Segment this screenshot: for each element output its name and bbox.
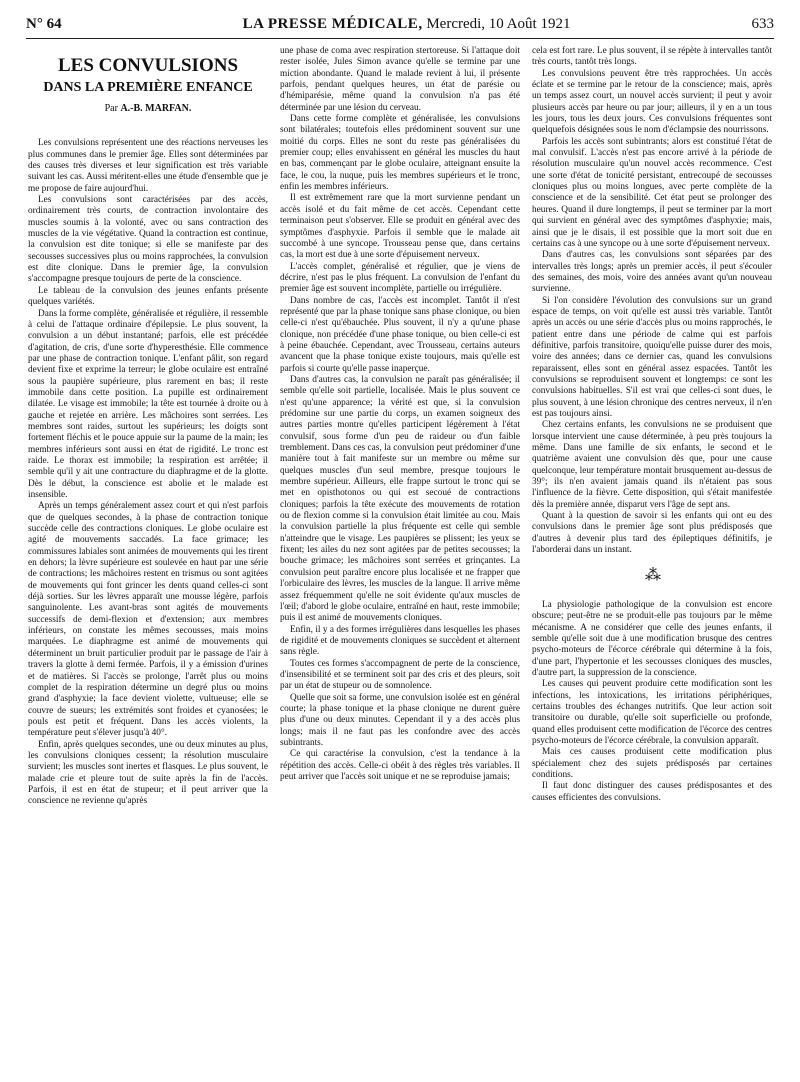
column-1 <box>28 46 268 1072</box>
paragraph: Dans d'autres cas, la convulsion ne paraît pas généralisée; il semble qu'elle soit partielle, localisée. Mais le plus souvent ce n'est qu'une apparence; la vérité est que, si la convulsion prédomine sur une partie du corps, un examen soigneux des autres parties montre qu'elles participent légèrement à l'état convulsif, sous forme d'un peu de raideur ou d'un faible tremblement. Dans ces cas, la convulsion peut prédominer d'une manière tout à fait manifeste sur un membre ou même sur quelques muscles d'un seul membre, presque toujours le membre supérieur. Ailleurs, elle frappe surtout le tronc qui se met en opisthotonos ou qui est secoué de contractions cloniques; parfois la tête exécute des mouvements de rotation ou de flexion comme si la convulsion était limitée au cou. Mais la convulsion partielle la plus fréquente est celle qui semble n'atteindre que le visage. Les paupières se plissent; les yeux se fixent; les ailes du nez sont agitées par de petites secousses; la bouche grimace; les mâchoires sont serrées et grinçantes. La convulsion peut paraître encore plus localisée et ne frapper que l'orbiculaire des lèvres, les muscles de la langue. Il arrive même assez fréquemment qu'elle ne soit évidente qu'aux muscles de l'œil; d'abord le globe oculaire, entraîné en haut, reste immobile; puis il est animé de mouvements cloniques. <box>280 374 520 624</box>
page-header <box>26 16 774 38</box>
issue-number: N° 64 <box>26 16 62 32</box>
column-3-body-part-2 <box>532 600 772 804</box>
paragraph: Dans cette forme complète et généralisée, les convulsions sont bilatérales; toutefois elles prédominent souvent sur une moitié du corps. Elles ne sont du reste pas généralisées du premier coup; elles envahissent en général les muscles du haut en bas, commençant par le globe oculaire, atteignant ensuite la face, le cou, la nuque, puis les membres supérieurs et le tronc, enfin les membres inférieurs. <box>280 114 520 193</box>
paragraph: Quelle que soit sa forme, une convulsion isolée est en général courte; la phase tonique et la phase clonique ne durent guère plus d'une ou deux minutes. Cependant il y a des accès plus longs; mais il ne faut pas les confondre avec des accès subintrants. <box>280 692 520 748</box>
paragraph: cela est fort rare. Le plus souvent, il se répète à intervalles tantôt très courts, tantôt très longs. <box>532 46 772 68</box>
paragraph: Les convulsions peuvent être très rapprochées. Un accès éclate et se termine par le retour de la conscience; mais, après un temps assez court, un nouvel accès survient; il peut y avoir plusieurs accès par heure ou par jour; ailleurs, il y en a un tous les jours, tous les deux jours. Ces convulsions fréquentes sont quelquefois désignées sous le nom d'éclampsie des nourrissons. <box>532 68 772 136</box>
column-2-body <box>280 46 520 783</box>
article-subtitle: DANS LA PREMIÈRE ENFANCE <box>43 80 253 95</box>
paragraph: La physiologie pathologique de la convulsion est encore obscure; peut-être ne se produit-elle pas toujours par le même mécanisme. A ne considérer que celle des jeunes enfants, il semble qu'elle soit due à une modification brusque des centres psycho-moteurs de l'écorce cérébrale qui détermine à la fois, d'une part, l'hypertonie et les secousses cloniques des muscles, d'autre part, la suppression de la conscience. <box>532 599 772 678</box>
column-3 <box>532 46 772 1072</box>
author-name: A.-B. MARFAN. <box>120 103 192 114</box>
text-columns <box>28 46 772 1072</box>
paragraph: Les convulsions sont caractérisées par des accès, ordinairement très courts, de contraction involontaire des muscles soumis à la volonté, avec ou sans contraction des muscles de la vie végétative. Quand la contraction est continue, la convulsion est dite tonique; si elle se manifeste par des secousses successives plus ou moins rapprochées, la convulsion est dite clonique. Dans le premier âge, la convulsion s'accompagne presque toujours de perte de la conscience. <box>28 195 268 285</box>
paragraph: une phase de coma avec respiration stertoreuse. Si l'attaque doit rester isolée, Jules Simon avance qu'elle se termine par une miction abondante. Quand le malade revient à lui, il présente parfois, pendant quelques heures, un état de parésie ou d'hémiparésie, même quand la convulsion n'a pas été déterminée par une lésion du cerveau. <box>280 46 520 113</box>
paragraph: Les convulsions représentent une des réactions nerveuses les plus communes dans le premier âge. Elles sont déterminées par des causes très diverses et leur signification est très variable suivant les cas. Aussi méritent-elles une étude d'ensemble que je me propose de faire aujourd'hui. <box>28 138 268 194</box>
masthead <box>243 16 571 33</box>
paragraph: Mais ces causes produisent cette modification plus spécialement chez des sujets prédisposés par certaines conditions. <box>532 747 772 780</box>
author-prefix: Par <box>104 103 118 114</box>
paragraph: Quant à la question de savoir si les enfants qui ont eu des convulsions dans le premier âge sont plus prédisposés que d'autres à devenir plus tard des épileptiques définitifs, je l'aborderai dans un instant. <box>532 511 772 556</box>
header-rule <box>26 38 774 39</box>
column-3-body <box>532 46 772 556</box>
paragraph: Dans d'autres cas, les convulsions sont séparées par des intervalles très longs; après un premier accès, il peut s'écouler des semaines, des mois, voire des années avant qu'un nouveau survienne. <box>532 250 772 295</box>
paragraph: Si l'on considère l'évolution des convulsions sur un grand espace de temps, on voit qu'elle est aussi très variable. Tantôt après un accès ou une série d'accès plus ou moins rapprochés, le patient entre dans une période de calme qui est parfois définitive, parfois transitoire, quoiqu'elle puisse durer des mois, voire des années; dans ce dernier cas, quand les convulsions reparaissent, elles sont en général assez espacées. Tantôt les convulsions se reproduisent souvent et longtemps: ce sont les convulsions habituelles. S'il est vrai que celles-ci sont dues, le plus souvent, à une lésion chronique des centres nerveux, il n'en est pas toujours ainsi. <box>532 295 772 419</box>
paragraph: Toutes ces formes s'accompagnent de perte de la conscience, d'insensibilité et se terminent soit par des cris et des pleurs, soit par un état de stupeur ou de somnolence. <box>280 658 520 692</box>
column-2 <box>280 46 520 1072</box>
paragraph: Ce qui caractérise la convulsion, c'est la tendance à la répétition des accès. Celle-ci obéit à des règles très variables. Il peut arriver que l'accès soit unique et ne se reproduise jamais; <box>280 749 520 782</box>
article-title: LES CONVULSIONS <box>57 55 239 76</box>
paragraph: Dans la forme complète, généralisée et régulière, il ressemble à celui de l'attaque ordinaire d'épilepsie. Le plus souvent, la convulsion a un début instantané; parfois, elle est précédée d'agitation, de cris, d'une sorte d'hyperesthésie. Elle commence par une phase de contraction tonique. L'enfant pâlit, son regard devient fixe et exprime la terreur; le globe oculaire est entraîné sous la paupière supérieure, plus rarement en bas; il reste immobile dans cette position. La pupille est ordinairement dilatée. Le visage est immobile; la tête est tournée à droite ou à gauche et rejetée en arrière. Les mâchoires sont serrées. Les membres sont raides, surtout les supérieurs; les doigts sont fortement fléchis et le pouce appuie sur la paume de la main; les membres inférieurs sont aussi en état de rigidité. Le tronc est raide. Le thorax est immobile; la respiration est arrêtée; il semble qu'il y ait une contracture du diaphragme et de la glotte. Dès le début, la conscience est abolie et le malade est insensible. <box>28 308 268 500</box>
paragraph: Après un temps généralement assez court et qui n'est parfois que de quelques secondes, à la phase de contraction tonique succède celle des contractions cloniques. Le globe oculaire est agité de mouvements saccadés. La face grimace; les commissures labiales sont animées de mouvements qui les tirent en dehors; la lèvre supérieure est soulevée en haut par une série de contractions; les mâchoires restent en trismus ou sont agitées de mouvements qui font grincer les dents quand celles-ci sont déjà sorties. Sur les lèvres apparaît une mousse légère, parfois sanguinolente. Les avant-bras sont agités de mouvements successifs de demi-flexion et d'extension; aux membres inférieurs, on constate les mêmes secousses, mais moins marquées. Le diaphragme est animé de mouvements qui déterminent un bruit particulier produit par le passage de l'air à travers la glotte à demi fermée. Parfois, il y a émission d'urines et de matières. Si l'accès se prolonge, l'arrêt plus ou moins complet de la respiration détermine un degré plus ou moins grand d'asphyxie; la face devient violette, vultueuse; elle se couvre de sueurs; les extrémités sont froides et cyanosées; le pouls est petit et fréquent. Dans les accès violents, la température peut s'élever jusqu'à 40°. <box>28 501 268 739</box>
paragraph: Dans nombre de cas, l'accès est incomplet. Tantôt il n'est représenté que par la phase tonique sans phase clonique, ou bien celle-ci n'est qu'ébauchée. Plus souvent, il n'y a qu'une phase clonique, non précédée d'une phase tonique, ou bien celle-ci est à peine ébauchée. Cependant, avec Trousseau, certains auteurs avancent que la phase tonique existe toujours, mais qu'elle est parfois si courte qu'elle passe inaperçue. <box>280 295 520 374</box>
paragraph: Il faut donc distinguer des causes prédisposantes et des causes efficientes des convulsions. <box>532 781 772 803</box>
issue-date: Mercredi, 10 Août 1921 <box>426 16 571 32</box>
paragraph: Il est extrêmement rare que la mort survienne pendant un accès isolé et du fait même de cet accès. Cependant cette terminaison peut s'observer. Elle se produit en général avec des symptômes d'asphyxie. Parfois il semble que le malade ait succombé à une syncope. Trousseau pense que, dans certains cas, la mort est due à une sorte d'épuisement nerveux. <box>280 193 520 261</box>
column-1-body <box>28 138 268 807</box>
article-author <box>28 103 268 114</box>
paragraph: L'accès complet, généralisé et régulier, que je viens de décrire, n'est pas le plus fréquent. La convulsion de l'enfant du premier âge est souvent incomplète, partielle ou irrégulière. <box>280 261 520 295</box>
paragraph: Les causes qui peuvent produire cette modification sont les infections, les intoxications, les irritations périphériques, certains troubles des échanges nutritifs. Que leur action soit transitoire ou durable, qu'elle soit superficielle ou profonde, quand elles produisent cette modification de l'écorce des centres psycho-moteurs de l'écorce cérébrale, la convulsion apparaît. <box>532 679 772 746</box>
paragraph: Le tableau de la convulsion des jeunes enfants présente quelques variétés. <box>28 285 268 308</box>
section-separator: ⁂ <box>645 567 659 585</box>
paragraph: Enfin, il y a des formes irrégulières dans lesquelles les phases de rigidité et de mouvements cloniques se succèdent et alternent sans règle. <box>280 624 520 658</box>
journal-name: LA PRESSE MÉDICALE, <box>242 16 423 32</box>
paragraph: Parfois les accès sont subintrants; alors est constitué l'état de mal convulsif. L'accès n'est pas encore arrivé à la période de résolution musculaire qu'un nouvel accès recommence. C'est une sorte d'état de tonicité persistant, entrecoupé de secousses cloniques plus ou moins longues, avec perte complète de la conscience et de la sensibilité. Cet état peut se prolonger des heures. Quand il dure longtemps, il peut se terminer par la mort qui survient en général avec des symptômes d'asphyxie; mais, ainsi que je le disais, il est possible que la mort soit due en certains cas à une syncope ou à une sorte d'épuisement nerveux. <box>532 136 772 249</box>
paragraph: Enfin, après quelques secondes, une ou deux minutes au plus, les convulsions cloniques cessent; la résolution musculaire survient; les muscles sont inertes et flasques. Le plus souvent, le malade crie et pleure tout de suite après la fin de l'accès. Parfois, il est en état de stupeur; et il peut arriver que la conscience ne revienne qu'après <box>28 739 268 807</box>
page-number: 633 <box>751 16 774 32</box>
paragraph: Chez certains enfants, les convulsions ne se produisent que lorsque intervient une cause déterminée, à peu près toujours la même. Dans une famille de six enfants, le second et le quatrième avaient une convulsion dès que, pour une cause quelconque, leur température montait brusquement au-dessus de 39°; ils n'en avaient jamais quand ils n'étaient pas sous l'influence de la fièvre. Cette disposition, qui s'était manifestée dès la première année, disparut vers l'âge de sept ans. <box>532 420 772 510</box>
